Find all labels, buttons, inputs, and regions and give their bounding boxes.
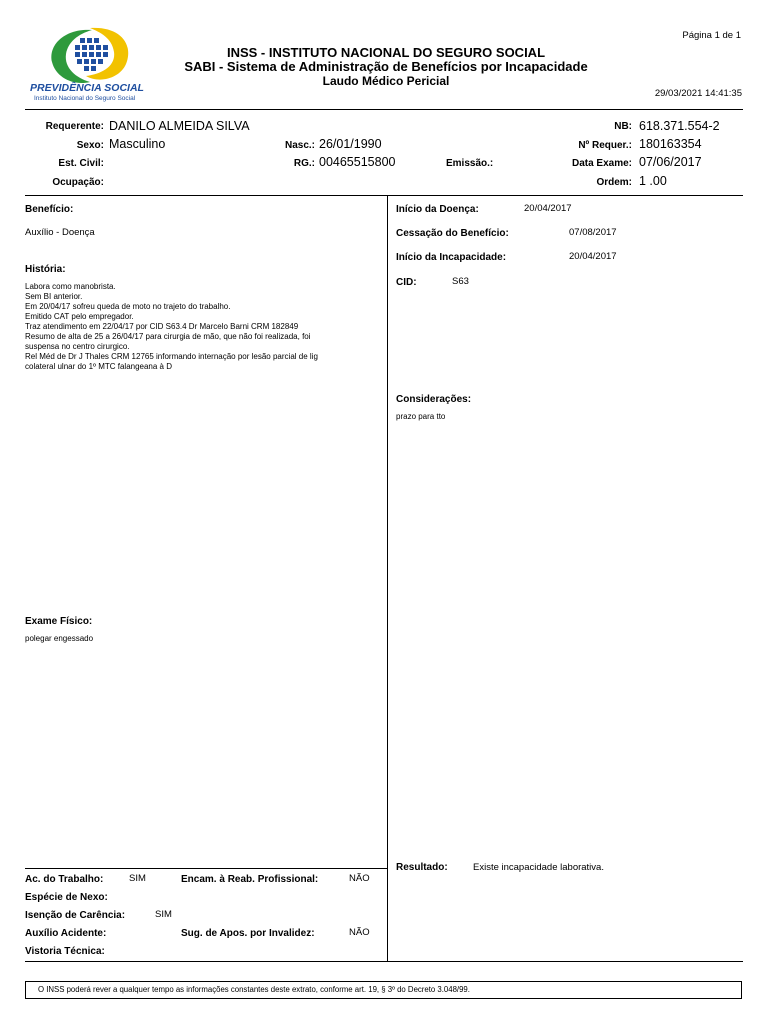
exame-fisico-value: polegar engessado [25, 634, 94, 643]
auxilio-acidente-label: Auxílio Acidente: [25, 928, 107, 939]
consideracoes-value: prazo para tto [396, 412, 446, 421]
nb-value: 618.371.554-2 [639, 119, 720, 133]
page-indicator: Página 1 de 1 [682, 30, 741, 41]
column-divider [387, 195, 388, 961]
isencao-carencia-value: SIM [155, 909, 172, 920]
footer-notice-box [25, 981, 742, 999]
inicio-incapacidade-value: 20/04/2017 [569, 251, 617, 262]
historia-line: Emitido CAT pelo empregador. [25, 312, 134, 321]
historia-line: Rel Méd de Dr J Thales CRM 12765 informando internação por lesão parcial de lig [25, 352, 318, 361]
encam-reab-label: Encam. à Reab. Profissional: [181, 874, 319, 885]
consideracoes-label: Considerações: [396, 394, 472, 405]
main-bottom-divider [25, 961, 743, 962]
resultado-label: Resultado: [396, 862, 448, 873]
historia-line: colateral ulnar do 1º MTC falangeana à D [25, 362, 173, 371]
timestamp: 29/03/2021 14:41:35 [654, 88, 742, 99]
ocupacao-label: Ocupação: [52, 177, 104, 188]
ordem-label: Ordem: [596, 177, 632, 188]
nasc-label: Nasc.: [284, 140, 315, 151]
historia-line: Traz atendimento em 22/04/17 por CID S63.4 Dr Marcelo Barni CRM 182849 [25, 322, 299, 331]
beneficio-value: Auxílio - Doença [25, 227, 95, 238]
ordem-value: 1 .00 [639, 174, 667, 188]
inicio-incapacidade-label: Início da Incapacidade: [396, 252, 507, 263]
resultado-value: Existe incapacidade laborativa. [473, 862, 604, 873]
historia-label: História: [25, 264, 66, 275]
cessacao-value: 07/08/2017 [569, 227, 617, 238]
nasc-value: 26/01/1990 [319, 137, 382, 151]
requerente-label: Requerente: [45, 121, 104, 132]
previdencia-emblem-icon [30, 26, 155, 88]
identification-divider [25, 195, 743, 196]
title-line-1: INSS - INSTITUTO NACIONAL DO SEGURO SOCIAL [226, 45, 546, 60]
historia-line: Sem BI anterior. [25, 292, 83, 301]
inicio-doenca-label: Início da Doença: [396, 204, 479, 215]
ac-trabalho-value: SIM [129, 873, 146, 884]
sexo-label: Sexo: [76, 140, 104, 151]
cid-label: CID: [396, 277, 417, 288]
especie-nexo-label: Espécie de Nexo: [25, 892, 108, 903]
cid-value: S63 [452, 276, 469, 287]
inicio-doenca-value: 20/04/2017 [524, 203, 572, 214]
est-civil-label: Est. Civil: [58, 158, 104, 169]
cessacao-label: Cessação do Benefício: [396, 228, 509, 239]
sexo-value: Masculino [109, 137, 166, 151]
logo-brand: PREVIDÊNCIA SOCIAL [30, 82, 144, 94]
historia-line: Resumo de alta de 25 a 26/04/17 para cirurgia de mão, que não foi realizada, foi [25, 332, 311, 341]
emissao-label: Emissão.: [446, 158, 494, 169]
historia-line: suspensa no centro cirurgico. [25, 342, 130, 351]
encam-reab-value: NÃO [349, 873, 370, 884]
historia-line: Labora como manobrista. [25, 282, 116, 291]
vistoria-tecnica-label: Vistoria Técnica: [25, 946, 105, 957]
beneficio-label: Benefício: [25, 204, 74, 215]
footer-notice: O INSS poderá rever a qualquer tempo as informações constantes deste extrato, conforme art. 19, § 3º do Decreto 3.048/99. [38, 985, 470, 994]
sug-apos-label: Sug. de Apos. por Invalidez: [181, 928, 315, 939]
sug-apos-value: NÃO [349, 927, 370, 938]
requer-label: Nº Requer.: [578, 140, 632, 151]
isencao-carencia-label: Isenção de Carência: [25, 910, 126, 921]
title-line-2: SABI - Sistema de Administração de Benefícios por Incapacidade [184, 59, 588, 74]
rg-value: 00465515800 [319, 155, 396, 169]
exame-fisico-label: Exame Físico: [25, 616, 93, 627]
data-exame-value: 07/06/2017 [639, 155, 702, 169]
historia-text [25, 282, 375, 372]
nb-label: NB: [614, 121, 632, 132]
data-exame-label: Data Exame: [571, 158, 632, 169]
previdencia-logo [30, 26, 155, 106]
header-divider [25, 109, 743, 110]
title-line-3: Laudo Médico Pericial [322, 74, 450, 88]
ac-trabalho-label: Ac. do Trabalho: [25, 874, 104, 885]
requerente-value: DANILO ALMEIDA SILVA [109, 119, 250, 133]
bottom-left-divider [25, 868, 387, 869]
logo-subtitle: Instituto Nacional do Seguro Social [34, 95, 136, 102]
rg-label: RG.: [293, 158, 315, 169]
historia-line: Em 20/04/17 sofreu queda de moto no trajeto do trabalho. [25, 302, 231, 311]
requer-value: 180163354 [639, 137, 702, 151]
